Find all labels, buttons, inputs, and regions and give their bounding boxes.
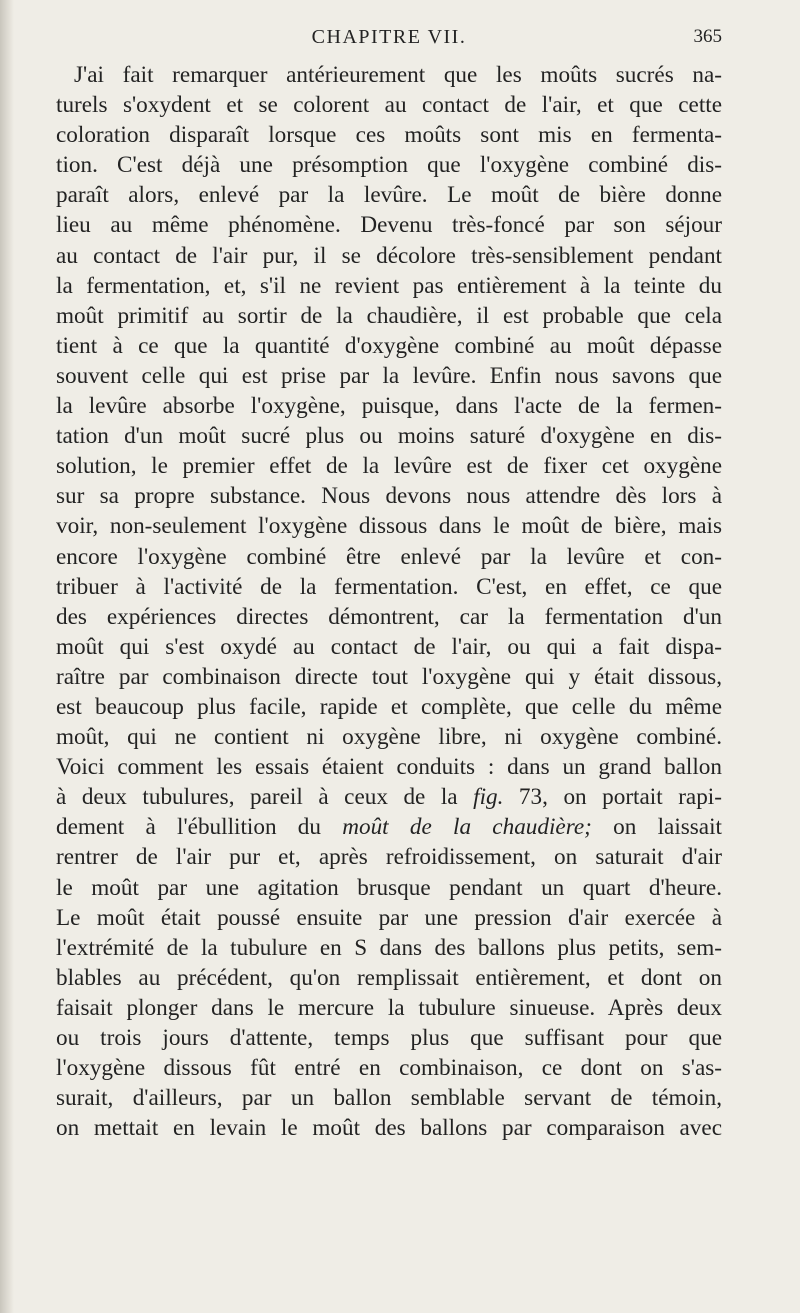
fig-reference: fig. xyxy=(473,784,504,811)
text-line: solution, le premier effet de la levûre est de fixer cet oxygène xyxy=(56,453,722,480)
text-run: 73, on portait rapi- xyxy=(503,784,722,811)
text-line: moût, qui ne contient ni oxygène libre, ni oxygène combiné. xyxy=(56,724,722,751)
text-line: des expériences directes démontrent, car la fermentation d'un xyxy=(56,603,722,630)
text-line: Voici comment les essais étaient conduits : dans un grand ballon xyxy=(56,754,722,781)
text-line: est beaucoup plus facile, rapide et complète, que celle du même xyxy=(56,693,722,720)
chapter-title: CHAPITRE VII. xyxy=(311,26,467,48)
text-line-italic-phrase xyxy=(56,812,722,842)
text-line: sur sa propre substance. Nous devons nous attendre dès lors à xyxy=(56,483,722,510)
text-line: la levûre absorbe l'oxygène, puisque, dans l'acte de la fermen- xyxy=(56,393,722,420)
text-line: au contact de l'air pur, il se décolore très-sensiblement pendant xyxy=(56,242,722,269)
text-line: ou trois jours d'attente, temps plus que suffisant pour que xyxy=(56,1025,722,1051)
text-line: paraît alors, enlevé par la levûre. Le moût de bière donne xyxy=(56,182,722,209)
text-line: tion. C'est déjà une présomption que l'oxygène combiné dis- xyxy=(56,152,722,179)
book-page xyxy=(56,0,722,1313)
page-number: 365 xyxy=(693,26,722,47)
running-head xyxy=(56,22,722,52)
text-run: on laissait xyxy=(591,814,722,841)
text-line: turels s'oxydent et se colorent au contact de l'air, et que cette xyxy=(56,92,722,119)
text-line: tient à ce que la quantité d'oxygène combiné au moût dépasse xyxy=(56,332,722,359)
text-line: surait, d'ailleurs, par un ballon semblable servant de témoin, xyxy=(56,1085,722,1112)
text-line: on mettait en levain le moût des ballons par comparaison avec xyxy=(56,1115,722,1142)
text-run: dement à l'ébullition du xyxy=(56,814,343,841)
text-line: encore l'oxygène combiné être enlevé par la levûre et con- xyxy=(56,543,722,570)
text-line: le moût par une agitation brusque pendant un quart d'heure. xyxy=(56,874,722,901)
text-line-fig-ref xyxy=(56,782,722,812)
text-line: tation d'un moût sucré plus ou moins saturé d'oxygène en dis- xyxy=(56,423,722,450)
text-line: rentrer de l'air pur et, après refroidissement, on saturait d'air xyxy=(56,844,722,871)
text-line: l'extrémité de la tubulure en S dans des ballons plus petits, sem- xyxy=(56,934,722,961)
italic-phrase: moût de la chaudière; xyxy=(342,814,592,841)
text-line: souvent celle qui est prise par la levûre. Enfin nous savons que xyxy=(56,362,722,389)
text-line: moût qui s'est oxydé au contact de l'air, ou qui a fait dispa- xyxy=(56,633,722,660)
page-edge-shadow xyxy=(0,0,14,1313)
text-line: la fermentation, et, s'il ne revient pas entièrement à la teinte du xyxy=(56,272,722,299)
text-line: coloration disparaît lorsque ces moûts sont mis en fermenta- xyxy=(56,122,722,149)
text-line: J'ai fait remarquer antérieurement que les moûts sucrés na- xyxy=(74,62,722,88)
body-paragraph xyxy=(56,60,722,1143)
text-line: tribuer à l'activité de la fermentation. C'est, en effet, ce que xyxy=(56,573,722,600)
text-line: raître par combinaison directe tout l'oxygène qui y était dissous, xyxy=(56,663,722,690)
text-line: Le moût était poussé ensuite par une pression d'air exercée à xyxy=(56,904,722,931)
text-line: voir, non-seulement l'oxygène dissous dans le moût de bière, mais xyxy=(56,513,722,540)
text-line: moût primitif au sortir de la chaudière, il est probable que cela xyxy=(56,302,722,329)
text-run: à deux tubulures, pareil à ceux de la xyxy=(56,784,474,811)
text-line: lieu au même phénomène. Devenu très-foncé par son séjour xyxy=(56,212,722,239)
text-line: faisait plonger dans le mercure la tubulure sinueuse. Après deux xyxy=(56,994,722,1021)
text-line: blables au précédent, qu'on remplissait entièrement, et dont on xyxy=(56,964,722,991)
text-line: l'oxygène dissous fût entré en combinaison, ce dont on s'as- xyxy=(56,1055,722,1082)
